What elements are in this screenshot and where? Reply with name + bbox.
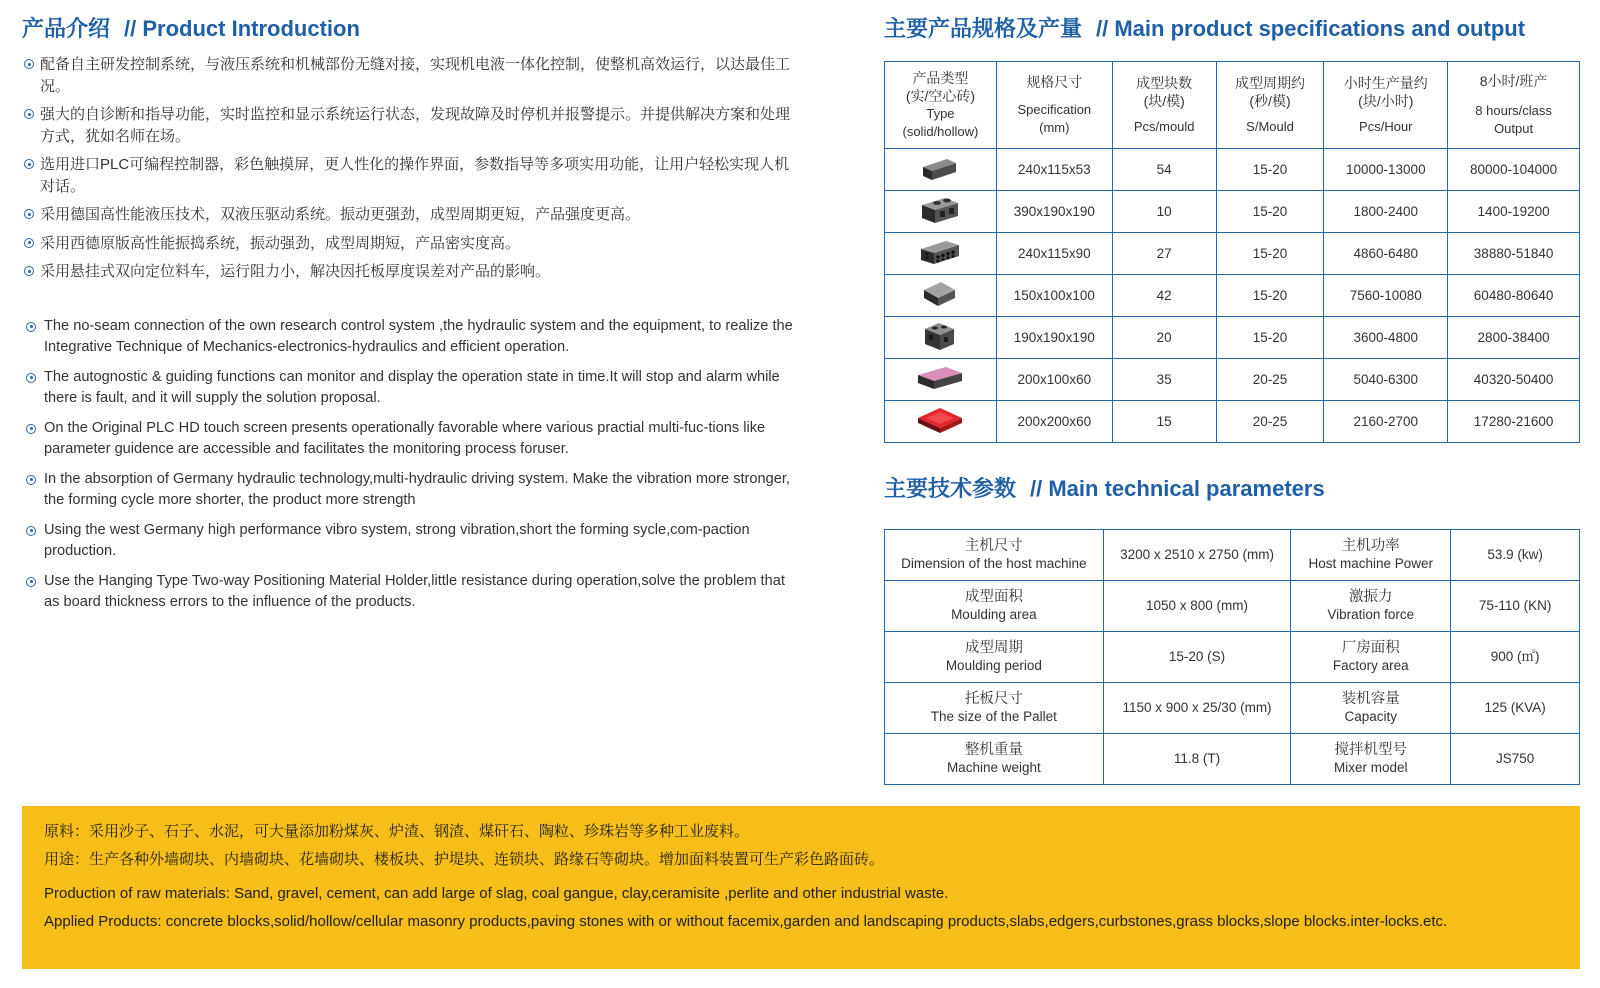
raw-materials-footer bbox=[22, 806, 1580, 969]
bullet-icon bbox=[26, 475, 36, 485]
specifications-table bbox=[884, 61, 1580, 443]
paving-block-icon bbox=[922, 278, 958, 310]
bullet-icon bbox=[26, 373, 36, 383]
hollow-cube-block-icon bbox=[923, 320, 957, 352]
table-row: 240x115x90 27 15-20 4860-6480 38880-51840 bbox=[885, 233, 1580, 275]
list-item: 采用西德原版高性能振捣系统，振动强劲，成型周期短，产品密实度高。 bbox=[22, 233, 802, 255]
bullet-icon bbox=[24, 59, 34, 69]
table-row: 150x100x100 42 15-20 7560-10080 60480-80640 bbox=[885, 275, 1580, 317]
solid-block-icon bbox=[920, 153, 960, 183]
table-header-row bbox=[885, 62, 1580, 149]
bullet-icon bbox=[24, 159, 34, 169]
bullet-icon bbox=[24, 238, 34, 248]
red-paver-icon bbox=[916, 404, 964, 436]
list-item: The autognostic & guiding functions can monitor and display the operation state in time.It will stop and alarm while there is fault, and it will supply the solution proposal. bbox=[22, 367, 802, 409]
table-row: 成型面积 Moulding area 1050 x 800 (mm) 激振力 Vibration force 75-110 (KN) bbox=[885, 581, 1580, 632]
perforated-brick-icon bbox=[918, 237, 962, 267]
header-pcs-mould: 成型块数 (块/模) Pcs/mould bbox=[1112, 62, 1216, 149]
technical-parameters-title: 主要技术参数 // Main technical parameters bbox=[884, 476, 1325, 501]
bullet-icon bbox=[24, 266, 34, 276]
table-row: 成型周期 Moulding period 15-20 (S) 厂房面积 Factory area 900 (㎡) bbox=[885, 632, 1580, 683]
list-item: Using the west Germany high performance vibro system, strong vibration,short the forming sycle,com-paction production. bbox=[22, 520, 802, 562]
list-item: Use the Hanging Type Two-way Positioning Material Holder,little resistance during operation,solve the problem that as board thickness errors to the influence of the products. bbox=[22, 571, 802, 613]
raw-materials-en: Production of raw materials: Sand, gravel, cement, can add large of slag, coal gangue, clay,ceramisite ,perlite and other industrial waste. bbox=[44, 885, 949, 902]
table-row: 整机重量 Machine weight 11.8 (T) 搅拌机型号 Mixer model JS750 bbox=[885, 734, 1580, 785]
applications-zh: 用途：生产各种外墙砌块、内墙砌块、花墙砌块、楼板块、护堤块、连锁块、路缘石等砌块。增加面料装置可生产彩色路面砖。 bbox=[44, 851, 885, 868]
header-cycle: 成型周期约 (秒/模) S/Mould bbox=[1216, 62, 1324, 149]
table-row: 200x100x60 35 20-25 5040-6300 40320-50400 bbox=[885, 359, 1580, 401]
header-type: 产品类型 (实/空心砖) Type (solid/hollow) bbox=[885, 62, 997, 149]
technical-parameters-table bbox=[884, 529, 1580, 785]
intro-list-en bbox=[22, 316, 802, 613]
raw-materials-zh: 原料：采用沙子、石子、水泥，可大量添加粉煤灰、炉渣、钢渣、煤矸石、陶粒、珍珠岩等多种工业废料。 bbox=[44, 823, 750, 840]
hollow-block-2-hole-icon bbox=[919, 195, 961, 225]
bullet-icon bbox=[24, 109, 34, 119]
applications-en: Applied Products: concrete blocks,solid/hollow/cellular masonry products,paving stones with or without facemix,garden and landscaping products,slabs,edgers,curbstones,grass blocks,slope blocks.inter-locks.etc. bbox=[44, 913, 1448, 930]
product-introduction-title: 产品介绍 // Product Introduction bbox=[22, 16, 360, 41]
list-item: 采用德国高性能液压技术，双液压驱动系统。振动更强劲，成型周期更短，产品强度更高。 bbox=[22, 204, 802, 226]
list-item: In the absorption of Germany hydraulic technology,multi-hydraulic driving system. Make the vibration more stronger, the forming cycle more shorter, the product more strength bbox=[22, 469, 802, 511]
specifications-title: 主要产品规格及产量 // Main product specifications and output bbox=[884, 16, 1526, 41]
list-item: The no-seam connection of the own research control system ,the hydraulic system and the equipment, to realize the Integrative Technique of Mechanics-electronics-hydraulics and efficient operation. bbox=[22, 316, 802, 358]
table-row: 240x115x53 54 15-20 10000-13000 80000-104000 bbox=[885, 149, 1580, 191]
list-item: 配备自主研发控制系统，与液压系统和机械部份无缝对接，实现机电液一体化控制，使整机高效运行，以达最佳工况。 bbox=[22, 54, 802, 97]
table-row: 主机尺寸 Dimension of the host machine 3200 x 2510 x 2750 (mm) 主机功率 Host machine Power 53.9 (kw) bbox=[885, 530, 1580, 581]
bullet-icon bbox=[24, 209, 34, 219]
list-item: 选用进口PLC可编程控制器，彩色触摸屏，更人性化的操作界面，参数指导等多项实用功能，让用户轻松实现人机对话。 bbox=[22, 154, 802, 197]
list-item: 强大的自诊断和指导功能，实时监控和显示系统运行状态，发现故障及时停机并报警提示。并提供解决方案和处理方式，犹如名师在场。 bbox=[22, 104, 802, 147]
header-shift-output: 8小时/班产 8 hours/class Output bbox=[1448, 62, 1580, 149]
header-specification: 规格尺寸 Specification (mm) bbox=[996, 62, 1112, 149]
bullet-icon bbox=[26, 424, 36, 434]
table-row: 190x190x190 20 15-20 3600-4800 2800-38400 bbox=[885, 317, 1580, 359]
list-item: On the Original PLC HD touch screen presents operationally favorable where various practial multi-fuc-tions like parameter guidence are accessible and facilitates the monitoring process foruser. bbox=[22, 418, 802, 460]
table-row: 托板尺寸 The size of the Pallet 1150 x 900 x 25/30 (mm) 装机容量 Capacity 125 (KVA) bbox=[885, 683, 1580, 734]
bullet-icon bbox=[26, 322, 36, 332]
bullet-icon bbox=[26, 577, 36, 587]
bullet-icon bbox=[26, 526, 36, 536]
table-row: 390x190x190 10 15-20 1800-2400 1400-19200 bbox=[885, 191, 1580, 233]
product-introduction-section bbox=[22, 14, 802, 622]
list-item: 采用悬挂式双向定位料车，运行阻力小，解决因托板厚度误差对产品的影响。 bbox=[22, 261, 802, 283]
intro-list-zh bbox=[22, 54, 802, 283]
table-row: 200x200x60 15 20-25 2160-2700 17280-21600 bbox=[885, 401, 1580, 443]
header-pcs-hour: 小时生产量约 (块/小时) Pcs/Hour bbox=[1324, 62, 1448, 149]
pink-paver-icon bbox=[916, 363, 964, 393]
